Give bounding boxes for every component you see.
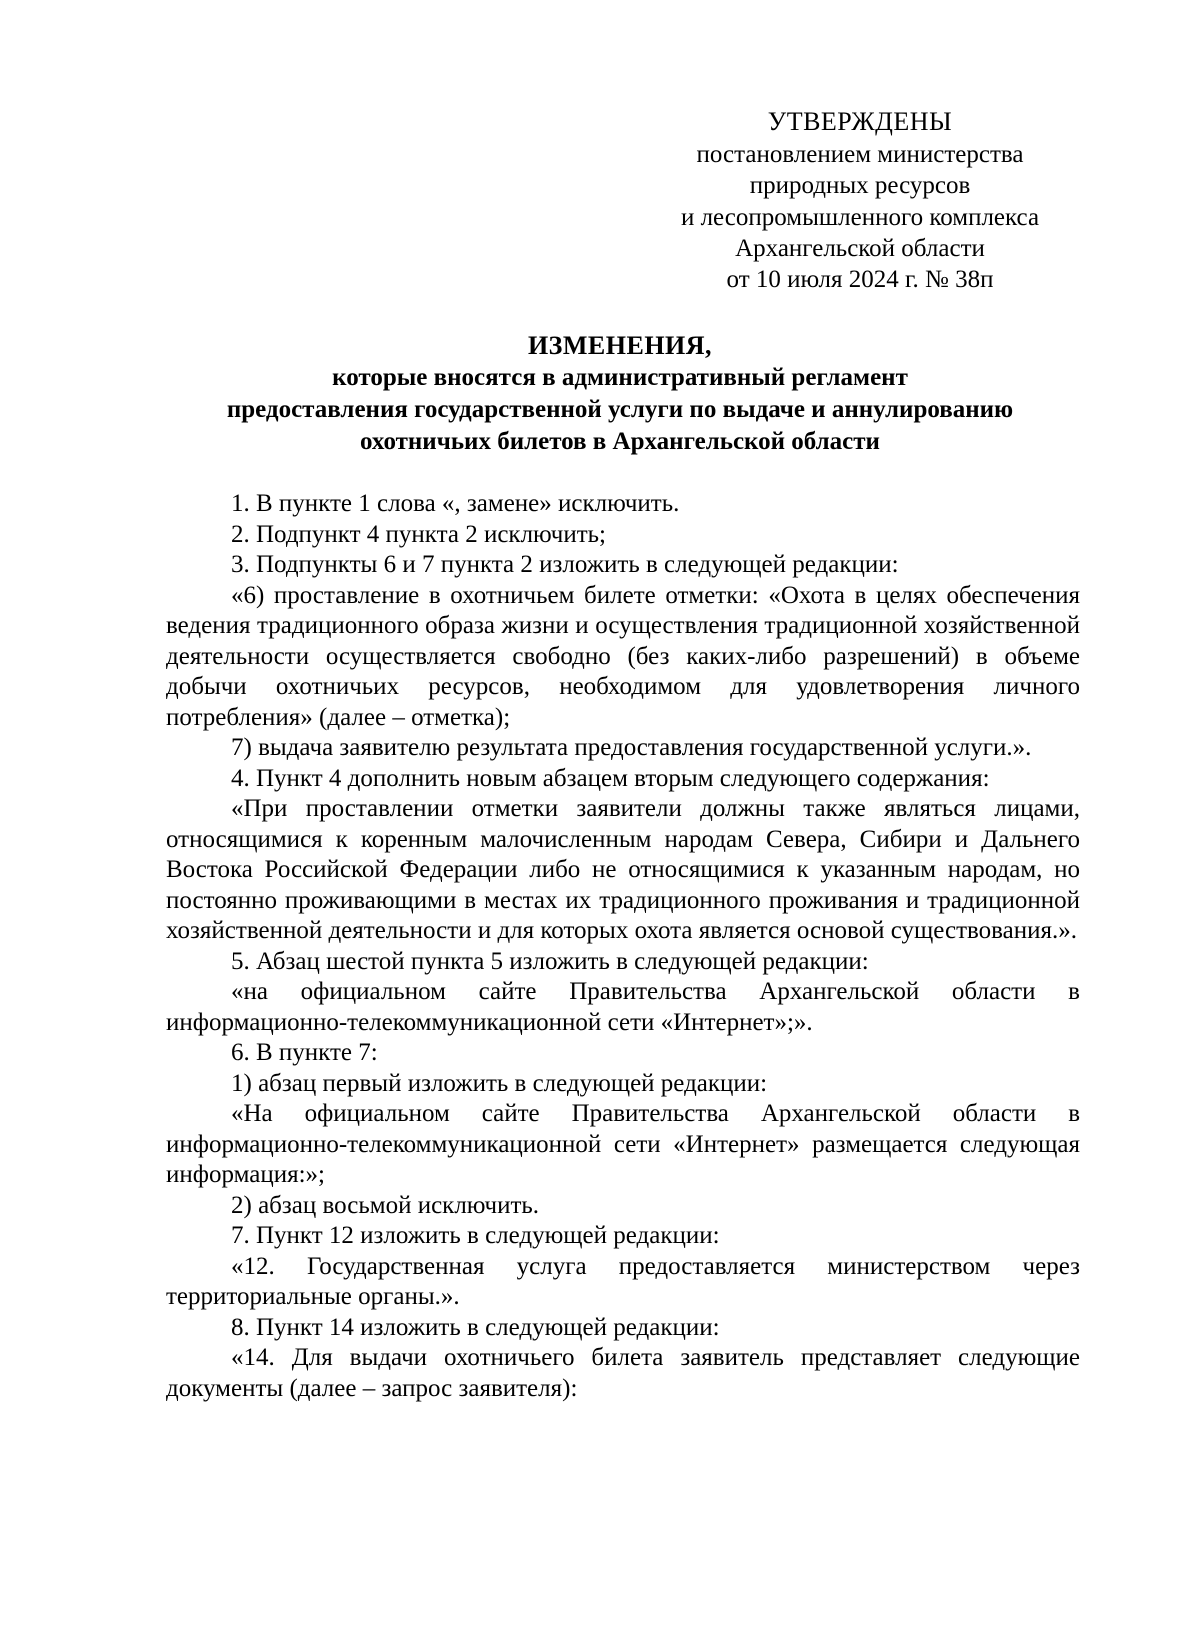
approval-stamp (640, 106, 1080, 295)
paragraph: 3. Подпункты 6 и 7 пункта 2 изложить в следующей редакции: (231, 551, 899, 578)
paragraph: 8. Пункт 14 изложить в следующей редакции: (231, 1313, 720, 1341)
paragraph: 7) выдача заявителю результата предоставления государственной услуги.». (231, 734, 1032, 761)
paragraph: 2. Подпункт 4 пункта 2 исключить; (231, 520, 606, 548)
paragraph: «При проставлении отметки заявители должны также являться лицами, относящимися к коренным малочисленным народам Севера, Сибири и Дальнего Востока Российской Федерации либо не относящимися к указанным народам, но постоянно проживающими в местах их традиционного проживания и традиционной хозяйственной деятельности и для которых охота является основой существования.». (166, 795, 1080, 944)
approval-line: от 10 июля 2024 г. № 38п (726, 266, 994, 294)
approval-line: и лесопромышленного комплекса (680, 203, 1040, 231)
paragraph: 7. Пункт 12 изложить в следующей редакции: (231, 1222, 720, 1249)
paragraph: «12. Государственная услуга предоставляется министерством через территориальные органы.». (166, 1252, 1080, 1310)
approval-line: природных ресурсов (749, 172, 971, 200)
approval-line: Архангельской области (735, 234, 985, 262)
document-subtitle-line: которые вносятся в административный регламент (332, 364, 908, 391)
paragraph: 1. В пункте 1 слова «, замене» исключить. (231, 490, 680, 517)
approval-title: УТВЕРЖДЕНЫ (767, 107, 953, 136)
document-subtitle-line: предоставления государственной услуги по выдаче и аннулированию (226, 396, 1014, 423)
paragraph: 1) абзац первый изложить в следующей редакции: (231, 1069, 768, 1097)
document-body (166, 489, 1080, 1404)
approval-line: постановлением министерства (696, 141, 1024, 169)
paragraph: «на официальном сайте Правительства Архангельской области в информационно-телекоммуникационной сети «Интернет»;». (166, 978, 1080, 1036)
paragraph: 2) абзац восьмой исключить. (231, 1191, 540, 1219)
paragraph: «6) проставление в охотничьем билете отметки: «Охота в целях обеспечения ведения традиционного образа жизни и осуществления традиционной хозяйственной деятельности осуществляется свободно (без каких-либо разрешений) в объеме добычи охотничьих ресурсов, необходимом для удовлетворения личного потребления» (далее – отметка); (166, 581, 1080, 731)
document-subtitle-line: охотничьих билетов в Архангельской области (360, 428, 880, 455)
paragraph: 6. В пункте 7: (231, 1039, 378, 1066)
paragraph: 5. Абзац шестой пункта 5 изложить в следующей редакции: (231, 947, 869, 975)
paragraph: 4. Пункт 4 дополнить новым абзацем вторым следующего содержания: (231, 764, 990, 792)
document-title: ИЗМЕНЕНИЯ, (527, 331, 713, 360)
document-title-block (160, 330, 1080, 458)
paragraph: «14. Для выдачи охотничьего билета заявитель представляет следующие документы (далее – запрос заявителя): (166, 1344, 1080, 1402)
paragraph: «На официальном сайте Правительства Архангельской области в информационно-телекоммуникационной сети «Интернет» размещается следующая информация:»; (166, 1100, 1080, 1188)
